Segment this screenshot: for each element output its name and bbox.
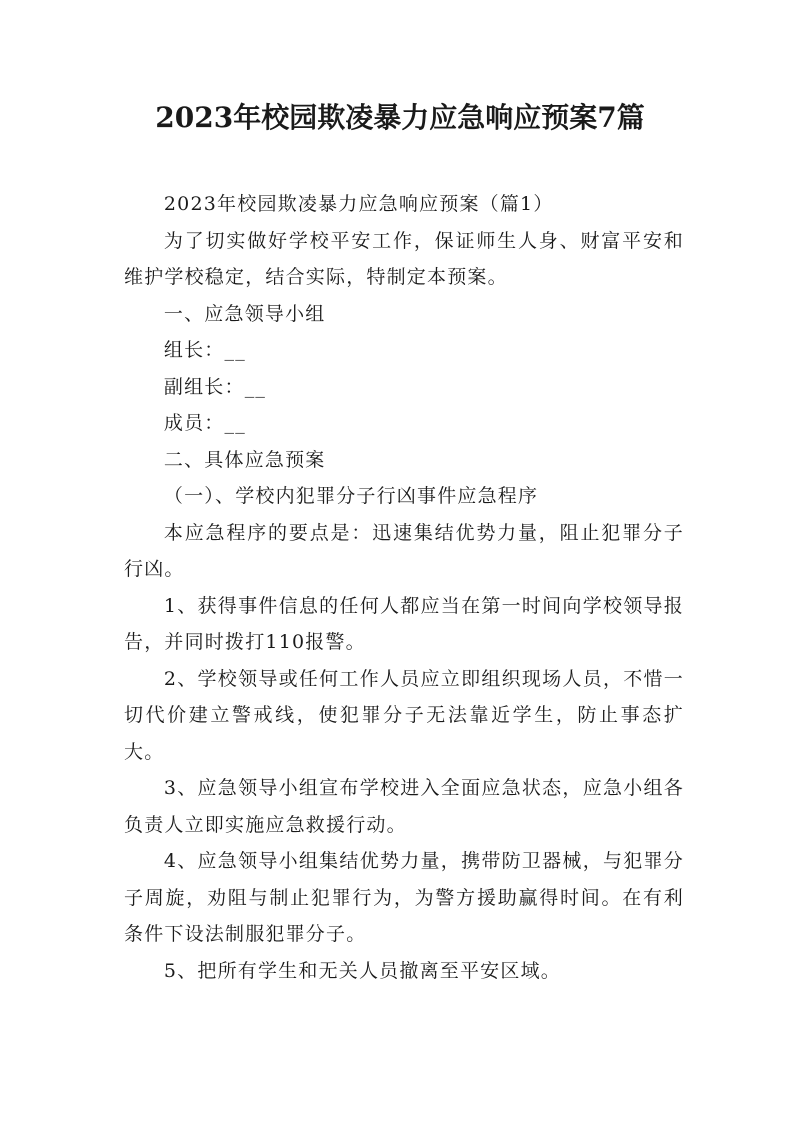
procedure-step-2: 2、学校领导或任何工作人员应立即组织现场人员，不惜一切代价建立警戒线，使犯罪分子无法靠近学生，防止事态扩大。 [124,667,684,763]
procedure-step-1: 1、获得事件信息的任何人都应当在第一时间向学校领导报告，并同时拨打110报警。 [124,594,684,653]
subheading-criminal-incident: （一）、学校内犯罪分子行凶事件应急程序 [163,485,539,507]
procedure-step-3: 3、应急领导小组宣布学校进入全面应急状态，应急小组各负责人立即实施应急救援行动。 [124,777,684,836]
document-body [124,186,684,989]
section-heading-part-1: 2023年校园欺凌暴力应急响应预案（篇1） [163,193,554,215]
members-line: 成员：__ [163,412,246,434]
group-leader-line: 组长：__ [163,339,246,361]
heading-leadership-group: 一、应急领导小组 [163,302,326,325]
procedure-step-4: 4、应急领导小组集结优势力量，携带防卫器械，与犯罪分子周旋，劝阻与制止犯罪行为，为警方援助赢得时间。在有利条件下设法制服犯罪分子。 [124,850,684,945]
procedure-key-points: 本应急程序的要点是：迅速集结优势力量，阻止犯罪分子行凶。 [124,521,684,580]
deputy-leader-line: 副组长：__ [163,375,267,398]
heading-specific-plan: 二、具体应急预案 [163,448,326,471]
procedure-step-5: 5、把所有学生和无关人员撤离至平安区域。 [163,959,561,982]
intro-paragraph: 为了切实做好学校平安工作，保证师生人身、财富平安和维护学校稳定，结合实际，特制定本预案。 [124,229,684,288]
document-title: 2023年校园欺凌暴力应急响应预案7篇 [155,101,645,134]
